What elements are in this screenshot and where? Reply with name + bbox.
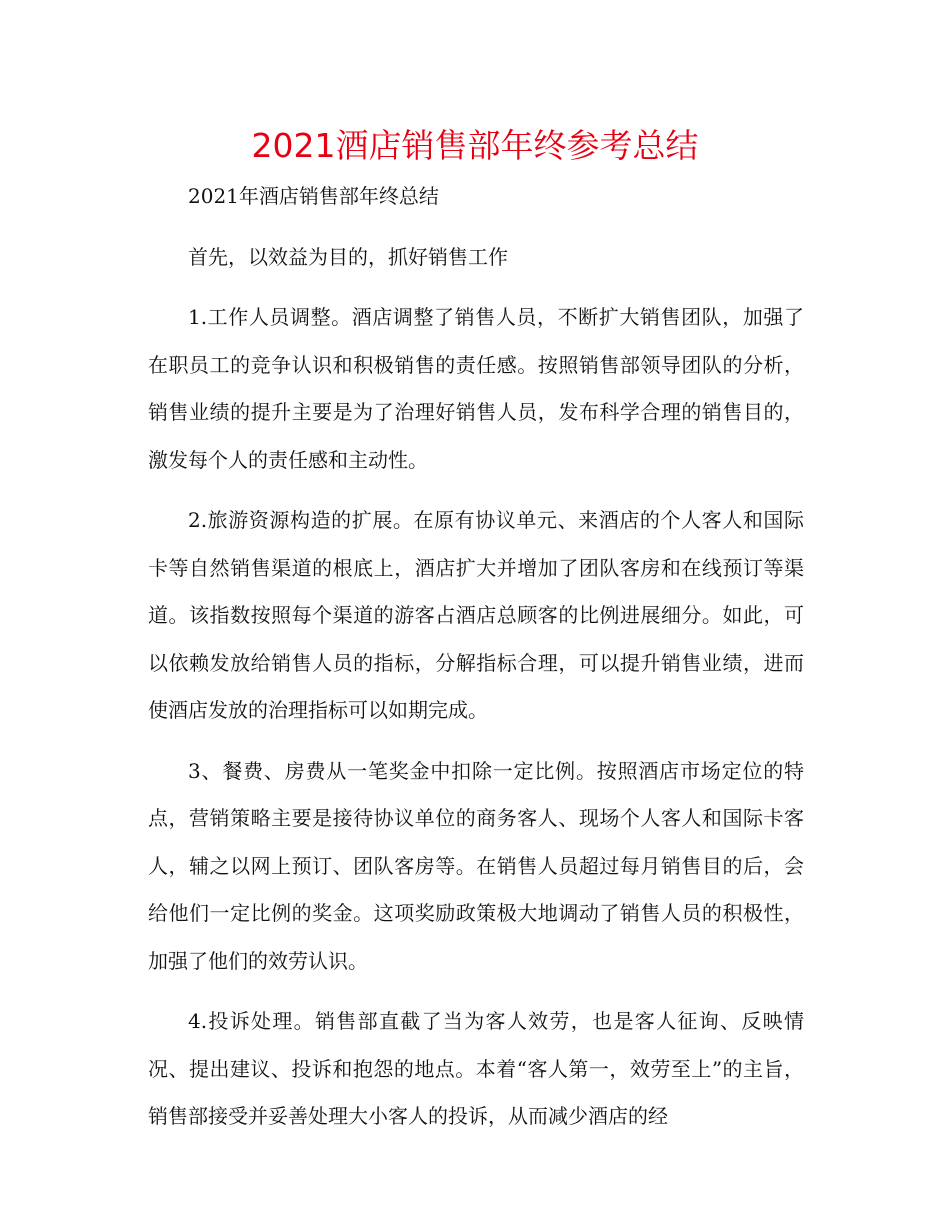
paragraph-resource-expansion: 2.旅游资源构造的扩展。在原有协议单元、来酒店的个人客人和国际卡等自然销售渠道的根底上，酒店扩大并增加了团队客房和在线预订等渠道。该指数按照每个渠道的游客占酒店总顾客的比例进展细分。如此，可以依赖发放给销售人员的指标，分解指标合理，可以提升销售业绩，进而使酒店发放的治理指标可以如期完成。 — [148, 508, 804, 722]
subtitle-paragraph: 2021年酒店销售部年终总结 — [188, 184, 439, 208]
paragraph-bonus-deduction: 3、餐费、房费从一笔奖金中扣除一定比例。按照酒店市场定位的特点，营销策略主要是接待协议单位的商务客人、现场个人客人和国际卡客人，辅之以网上预订、团队客房等。在销售人员超过每月销售目的后，会给他们一定比例的奖金。这项奖励政策极大地调动了销售人员的积极性，加强了他们的效劳认识。 — [148, 758, 804, 973]
section-heading-paragraph: 首先，以效益为目的，抓好销售工作 — [188, 244, 508, 269]
document-body — [148, 173, 804, 1154]
paragraph-complaint-handling: 4.投诉处理。销售部直截了当为客人效劳，也是客人征询、反映情况、提出建议、投诉和抱怨的地点。本着“客人第一，效劳至上”的主旨，销售部接受并妥善处理大小客人的投诉，从而减少酒店的经 — [148, 1009, 804, 1128]
document-title: 2021酒店销售部年终参考总结 — [251, 126, 699, 165]
paragraph-staff-adjustment: 1.工作人员调整。酒店调整了销售人员，不断扩大销售团队，加强了在职员工的竞争认识和积极销售的责任感。按照销售部领导团队的分析，销售业绩的提升主要是为了治理好销售人员，发布科学合理的销售目的，激发每个人的责任感和主动性。 — [148, 305, 804, 472]
